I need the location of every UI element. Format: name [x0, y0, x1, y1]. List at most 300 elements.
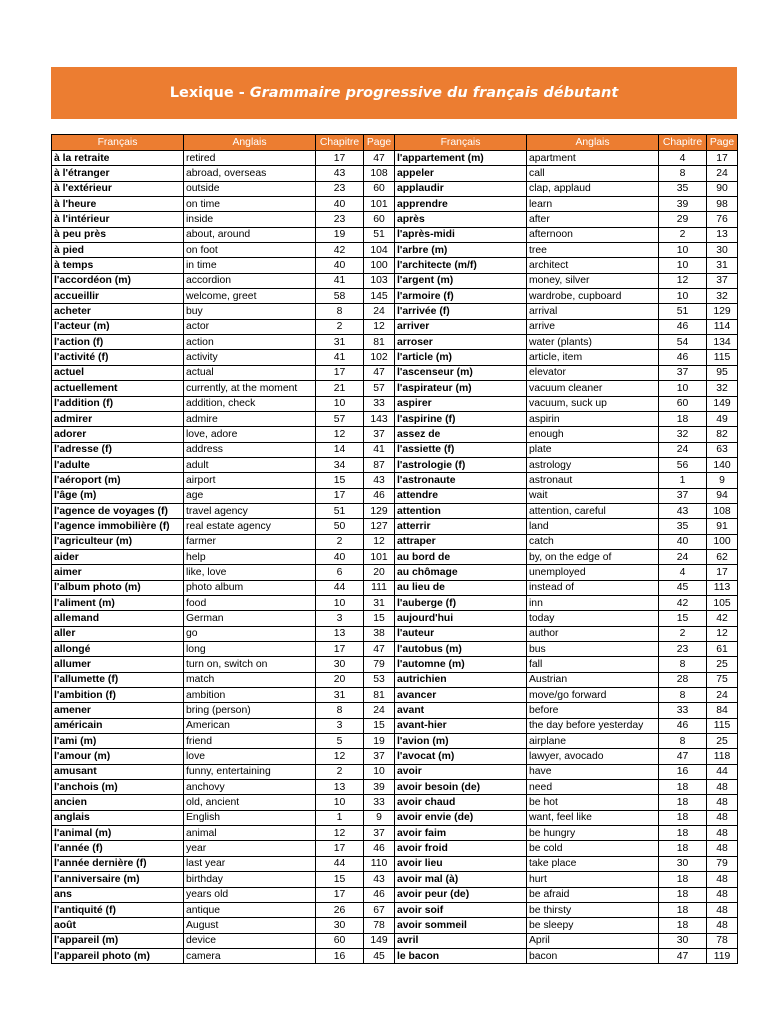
chapitre-cell: 33: [659, 703, 707, 718]
francais-cell: à l'étranger: [52, 166, 184, 181]
page-cell: 103: [364, 273, 395, 288]
table-row: [52, 841, 738, 856]
chapitre-cell: 1: [316, 810, 364, 825]
anglais-cell: birthday: [184, 872, 316, 887]
table-row: [52, 181, 738, 196]
anglais-cell: English: [184, 810, 316, 825]
chapitre-cell: 47: [659, 749, 707, 764]
chapitre-cell: 30: [659, 933, 707, 948]
anglais-cell: wait: [527, 488, 659, 503]
anglais-cell: adult: [184, 457, 316, 472]
francais-cell: avoir: [395, 764, 527, 779]
page-cell: 145: [364, 289, 395, 304]
chapitre-cell: 40: [316, 197, 364, 212]
page-cell: 47: [364, 365, 395, 380]
chapitre-cell: 19: [316, 227, 364, 242]
page-cell: 45: [364, 948, 395, 963]
table-row: [52, 503, 738, 518]
anglais-cell: be hungry: [527, 826, 659, 841]
vocabulary-table: [51, 134, 738, 964]
francais-cell: avoir envie (de): [395, 810, 527, 825]
chapitre-cell: 37: [659, 365, 707, 380]
page-cell: 129: [707, 304, 738, 319]
chapitre-cell: 35: [659, 181, 707, 196]
chapitre-cell: 2: [316, 534, 364, 549]
francais-cell: aujourd'hui: [395, 611, 527, 626]
page-cell: 48: [707, 826, 738, 841]
francais-cell: l'arbre (m): [395, 243, 527, 258]
anglais-cell: food: [184, 595, 316, 610]
page-cell: 115: [707, 350, 738, 365]
francais-cell: avant-hier: [395, 718, 527, 733]
table-row: [52, 243, 738, 258]
chapitre-cell: 2: [316, 764, 364, 779]
francais-cell: au bord de: [395, 549, 527, 564]
chapitre-cell: 46: [659, 718, 707, 733]
chapitre-cell: 39: [659, 197, 707, 212]
anglais-cell: attention, careful: [527, 503, 659, 518]
anglais-cell: inside: [184, 212, 316, 227]
francais-cell: l'assiette (f): [395, 442, 527, 457]
francais-cell: l'après-midi: [395, 227, 527, 242]
page-cell: 46: [364, 841, 395, 856]
page-cell: 13: [707, 227, 738, 242]
chapitre-cell: 57: [316, 411, 364, 426]
francais-cell: le bacon: [395, 948, 527, 963]
anglais-cell: help: [184, 549, 316, 564]
francais-cell: l'aspirine (f): [395, 411, 527, 426]
table-row: [52, 212, 738, 227]
francais-cell: l'avocat (m): [395, 749, 527, 764]
table-row: [52, 703, 738, 718]
francais-cell: l'agence immobilière (f): [52, 519, 184, 534]
francais-cell: l'argent (m): [395, 273, 527, 288]
chapitre-cell: 17: [316, 488, 364, 503]
anglais-cell: by, on the edge of: [527, 549, 659, 564]
table-row: [52, 273, 738, 288]
francais-cell: avoir chaud: [395, 795, 527, 810]
anglais-cell: welcome, greet: [184, 289, 316, 304]
francais-cell: l'article (m): [395, 350, 527, 365]
francais-cell: actuel: [52, 365, 184, 380]
table-header-row: [52, 135, 738, 151]
francais-cell: à peu près: [52, 227, 184, 242]
chapitre-cell: 30: [659, 856, 707, 871]
anglais-cell: lawyer, avocado: [527, 749, 659, 764]
francais-cell: aller: [52, 626, 184, 641]
table-row: [52, 902, 738, 917]
chapitre-cell: 8: [659, 688, 707, 703]
francais-cell: l'addition (f): [52, 396, 184, 411]
francais-cell: l'armoire (f): [395, 289, 527, 304]
chapitre-cell: 46: [659, 319, 707, 334]
chapitre-cell: 18: [659, 795, 707, 810]
page-cell: 42: [707, 611, 738, 626]
chapitre-cell: 3: [316, 611, 364, 626]
anglais-cell: astrology: [527, 457, 659, 472]
page-cell: 25: [707, 657, 738, 672]
francais-cell: avoir faim: [395, 826, 527, 841]
chapitre-cell: 46: [659, 350, 707, 365]
francais-cell: l'auberge (f): [395, 595, 527, 610]
page-cell: 101: [364, 197, 395, 212]
anglais-cell: take place: [527, 856, 659, 871]
anglais-cell: tree: [527, 243, 659, 258]
francais-cell: ancien: [52, 795, 184, 810]
chapitre-cell: 24: [659, 442, 707, 457]
page-cell: 108: [707, 503, 738, 518]
chapitre-cell: 10: [316, 595, 364, 610]
anglais-cell: antique: [184, 902, 316, 917]
francais-cell: au lieu de: [395, 580, 527, 595]
page-cell: 81: [364, 335, 395, 350]
chapitre-cell: 8: [316, 703, 364, 718]
anglais-cell: funny, entertaining: [184, 764, 316, 779]
chapitre-cell: 4: [659, 565, 707, 580]
francais-cell: à l'extérieur: [52, 181, 184, 196]
page-cell: 105: [707, 595, 738, 610]
page-cell: 100: [364, 258, 395, 273]
anglais-cell: retired: [184, 151, 316, 166]
page-cell: 39: [364, 780, 395, 795]
chapitre-cell: 15: [659, 611, 707, 626]
table-row: [52, 595, 738, 610]
table-row: [52, 534, 738, 549]
chapitre-cell: 18: [659, 887, 707, 902]
table-row: [52, 780, 738, 795]
page-cell: 19: [364, 734, 395, 749]
table-row: [52, 580, 738, 595]
chapitre-cell: 31: [316, 335, 364, 350]
chapitre-cell: 3: [316, 718, 364, 733]
chapitre-cell: 5: [316, 734, 364, 749]
page-cell: 17: [707, 565, 738, 580]
page-cell: 33: [364, 396, 395, 411]
chapitre-cell: 54: [659, 335, 707, 350]
page-cell: 47: [364, 151, 395, 166]
table-row: [52, 166, 738, 181]
page-cell: 48: [707, 887, 738, 902]
page-cell: 149: [364, 933, 395, 948]
anglais-cell: admire: [184, 411, 316, 426]
chapitre-cell: 60: [659, 396, 707, 411]
anglais-cell: friend: [184, 734, 316, 749]
chapitre-cell: 17: [316, 887, 364, 902]
francais-cell: acheter: [52, 304, 184, 319]
page-cell: 53: [364, 672, 395, 687]
francais-cell: allongé: [52, 642, 184, 657]
chapitre-cell: 29: [659, 212, 707, 227]
chapitre-cell: 2: [316, 319, 364, 334]
chapitre-cell: 40: [316, 258, 364, 273]
anglais-cell: catch: [527, 534, 659, 549]
anglais-cell: age: [184, 488, 316, 503]
anglais-cell: farmer: [184, 534, 316, 549]
table-row: [52, 626, 738, 641]
francais-cell: accueillir: [52, 289, 184, 304]
page-cell: 30: [707, 243, 738, 258]
page-cell: 57: [364, 381, 395, 396]
anglais-cell: vacuum cleaner: [527, 381, 659, 396]
page-cell: 41: [364, 442, 395, 457]
table-row: [52, 411, 738, 426]
page-cell: 37: [364, 826, 395, 841]
page-cell: 12: [364, 534, 395, 549]
anglais-cell: year: [184, 841, 316, 856]
header-francais-right: Français: [395, 135, 527, 151]
francais-cell: l'architecte (m/f): [395, 258, 527, 273]
anglais-cell: on foot: [184, 243, 316, 258]
anglais-cell: American: [184, 718, 316, 733]
page-cell: 111: [364, 580, 395, 595]
table-row: [52, 611, 738, 626]
francais-cell: l'astrologie (f): [395, 457, 527, 472]
page-cell: 63: [707, 442, 738, 457]
table-row: [52, 519, 738, 534]
page-cell: 143: [364, 411, 395, 426]
anglais-cell: in time: [184, 258, 316, 273]
chapitre-cell: 16: [659, 764, 707, 779]
francais-cell: l'aspirateur (m): [395, 381, 527, 396]
page-cell: 108: [364, 166, 395, 181]
table-row: [52, 672, 738, 687]
francais-cell: à l'heure: [52, 197, 184, 212]
francais-cell: l'ascenseur (m): [395, 365, 527, 380]
page-cell: 37: [364, 427, 395, 442]
table-row: [52, 856, 738, 871]
chapitre-cell: 24: [659, 549, 707, 564]
chapitre-cell: 18: [659, 780, 707, 795]
page-cell: 60: [364, 212, 395, 227]
page-cell: 102: [364, 350, 395, 365]
chapitre-cell: 42: [316, 243, 364, 258]
page-cell: 48: [707, 841, 738, 856]
chapitre-cell: 23: [316, 212, 364, 227]
header-page-right: Page: [707, 135, 738, 151]
anglais-cell: travel agency: [184, 503, 316, 518]
chapitre-cell: 40: [316, 549, 364, 564]
anglais-cell: fall: [527, 657, 659, 672]
francais-cell: l'animal (m): [52, 826, 184, 841]
chapitre-cell: 16: [316, 948, 364, 963]
chapitre-cell: 34: [316, 457, 364, 472]
table-row: [52, 749, 738, 764]
page-cell: 149: [707, 396, 738, 411]
table-row: [52, 933, 738, 948]
anglais-cell: be sleepy: [527, 918, 659, 933]
anglais-cell: arrival: [527, 304, 659, 319]
page-cell: 37: [707, 273, 738, 288]
anglais-cell: move/go forward: [527, 688, 659, 703]
francais-cell: aider: [52, 549, 184, 564]
table-row: [52, 365, 738, 380]
anglais-cell: accordion: [184, 273, 316, 288]
page-cell: 31: [364, 595, 395, 610]
chapitre-cell: 42: [659, 595, 707, 610]
anglais-cell: long: [184, 642, 316, 657]
page-cell: 32: [707, 289, 738, 304]
chapitre-cell: 13: [316, 626, 364, 641]
page-cell: 78: [364, 918, 395, 933]
table-row: [52, 227, 738, 242]
francais-cell: l'aliment (m): [52, 595, 184, 610]
page-cell: 113: [707, 580, 738, 595]
table-row: [52, 427, 738, 442]
chapitre-cell: 18: [659, 918, 707, 933]
chapitre-cell: 32: [659, 427, 707, 442]
anglais-cell: vacuum, suck up: [527, 396, 659, 411]
page-cell: 67: [364, 902, 395, 917]
anglais-cell: be thirsty: [527, 902, 659, 917]
anglais-cell: outside: [184, 181, 316, 196]
page-cell: 48: [707, 810, 738, 825]
page-cell: 87: [364, 457, 395, 472]
table-row: [52, 335, 738, 350]
anglais-cell: about, around: [184, 227, 316, 242]
header-francais-left: Français: [52, 135, 184, 151]
anglais-cell: on time: [184, 197, 316, 212]
francais-cell: après: [395, 212, 527, 227]
chapitre-cell: 31: [316, 688, 364, 703]
table-row: [52, 826, 738, 841]
anglais-cell: abroad, overseas: [184, 166, 316, 181]
chapitre-cell: 12: [659, 273, 707, 288]
francais-cell: américain: [52, 718, 184, 733]
anglais-cell: call: [527, 166, 659, 181]
anglais-cell: author: [527, 626, 659, 641]
page-cell: 15: [364, 718, 395, 733]
table-row: [52, 918, 738, 933]
chapitre-cell: 8: [316, 304, 364, 319]
page-cell: 140: [707, 457, 738, 472]
francais-cell: avril: [395, 933, 527, 948]
page-cell: 33: [364, 795, 395, 810]
chapitre-cell: 17: [316, 365, 364, 380]
chapitre-cell: 10: [659, 381, 707, 396]
francais-cell: avant: [395, 703, 527, 718]
francais-cell: amener: [52, 703, 184, 718]
francais-cell: l'agriculteur (m): [52, 534, 184, 549]
anglais-cell: ambition: [184, 688, 316, 703]
francais-cell: avoir soif: [395, 902, 527, 917]
anglais-cell: address: [184, 442, 316, 457]
page-cell: 84: [707, 703, 738, 718]
page-cell: 48: [707, 872, 738, 887]
anglais-cell: currently, at the moment: [184, 381, 316, 396]
page-cell: 62: [707, 549, 738, 564]
anglais-cell: old, ancient: [184, 795, 316, 810]
anglais-cell: match: [184, 672, 316, 687]
anglais-cell: camera: [184, 948, 316, 963]
page-cell: 31: [707, 258, 738, 273]
anglais-cell: today: [527, 611, 659, 626]
page-cell: 61: [707, 642, 738, 657]
header-chapitre-right: Chapitre: [659, 135, 707, 151]
francais-cell: l'âge (m): [52, 488, 184, 503]
anglais-cell: buy: [184, 304, 316, 319]
francais-cell: allumer: [52, 657, 184, 672]
chapitre-cell: 4: [659, 151, 707, 166]
anglais-cell: after: [527, 212, 659, 227]
table-row: [52, 718, 738, 733]
francais-cell: l'autobus (m): [395, 642, 527, 657]
chapitre-cell: 18: [659, 411, 707, 426]
chapitre-cell: 30: [316, 918, 364, 933]
anglais-cell: clap, applaud: [527, 181, 659, 196]
chapitre-cell: 50: [316, 519, 364, 534]
table-row: [52, 764, 738, 779]
anglais-cell: airplane: [527, 734, 659, 749]
francais-cell: l'automne (m): [395, 657, 527, 672]
page-cell: 129: [364, 503, 395, 518]
anglais-cell: device: [184, 933, 316, 948]
table-row: [52, 887, 738, 902]
header-page-left: Page: [364, 135, 395, 151]
francais-cell: l'album photo (m): [52, 580, 184, 595]
page-cell: 24: [364, 304, 395, 319]
francais-cell: avoir peur (de): [395, 887, 527, 902]
francais-cell: attention: [395, 503, 527, 518]
francais-cell: l'aéroport (m): [52, 473, 184, 488]
page-cell: 118: [707, 749, 738, 764]
anglais-cell: the day before yesterday: [527, 718, 659, 733]
francais-cell: l'amour (m): [52, 749, 184, 764]
francais-cell: arroser: [395, 335, 527, 350]
francais-cell: aspirer: [395, 396, 527, 411]
anglais-cell: arrive: [527, 319, 659, 334]
page-cell: 24: [364, 703, 395, 718]
page-cell: 127: [364, 519, 395, 534]
anglais-cell: real estate agency: [184, 519, 316, 534]
table-row: [52, 381, 738, 396]
chapitre-cell: 18: [659, 841, 707, 856]
table-row: [52, 549, 738, 564]
anglais-cell: actual: [184, 365, 316, 380]
page-cell: 15: [364, 611, 395, 626]
anglais-cell: need: [527, 780, 659, 795]
francais-cell: à la retraite: [52, 151, 184, 166]
francais-cell: à pied: [52, 243, 184, 258]
table-row: [52, 948, 738, 963]
page-cell: 48: [707, 795, 738, 810]
anglais-cell: apartment: [527, 151, 659, 166]
francais-cell: l'astronaute: [395, 473, 527, 488]
francais-cell: l'activité (f): [52, 350, 184, 365]
chapitre-cell: 18: [659, 872, 707, 887]
francais-cell: l'arrivée (f): [395, 304, 527, 319]
francais-cell: l'allumette (f): [52, 672, 184, 687]
chapitre-cell: 58: [316, 289, 364, 304]
anglais-cell: love: [184, 749, 316, 764]
page-cell: 24: [707, 688, 738, 703]
anglais-cell: turn on, switch on: [184, 657, 316, 672]
anglais-cell: airport: [184, 473, 316, 488]
francais-cell: avoir sommeil: [395, 918, 527, 933]
table-body: [52, 151, 738, 964]
chapitre-cell: 15: [316, 473, 364, 488]
chapitre-cell: 40: [659, 534, 707, 549]
page-cell: 110: [364, 856, 395, 871]
francais-cell: l'adulte: [52, 457, 184, 472]
page-cell: 44: [707, 764, 738, 779]
anglais-cell: elevator: [527, 365, 659, 380]
page-cell: 115: [707, 718, 738, 733]
chapitre-cell: 41: [316, 273, 364, 288]
page-cell: 46: [364, 488, 395, 503]
chapitre-cell: 21: [316, 381, 364, 396]
page-cell: 76: [707, 212, 738, 227]
chapitre-cell: 13: [316, 780, 364, 795]
